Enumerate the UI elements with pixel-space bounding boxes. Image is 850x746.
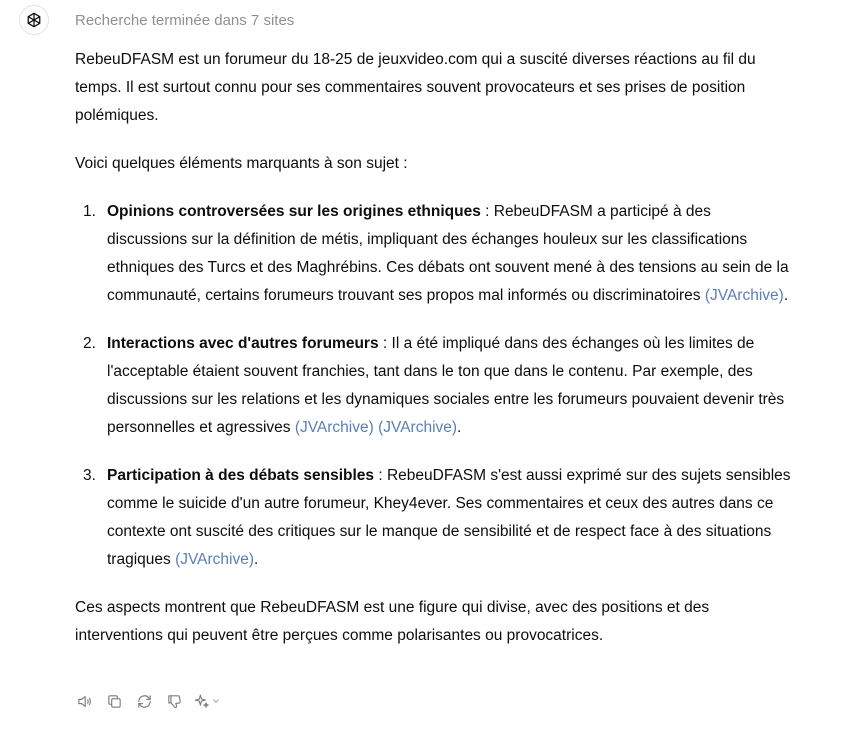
message-actions: [72, 689, 222, 713]
item-title: Interactions avec d'autres forumeurs: [107, 335, 379, 352]
source-link[interactable]: (JVArchive): [378, 419, 458, 436]
assistant-message: [75, 46, 795, 650]
source-link[interactable]: (JVArchive): [294, 419, 374, 436]
item-end: .: [457, 419, 462, 436]
item-text: : RebeuDFASM s'est aussi exprimé sur des sujets sensibles comme le suicide d'un autre forumeur, Khey4ever. Ses commentaires et ceux des autres dans ce contexte ont suscité des critiques sur le manque de sensibilité et de respect face à des situations tragiques: [107, 467, 791, 568]
source-link[interactable]: (JVArchive): [175, 551, 255, 568]
item-number: 2.: [83, 335, 96, 352]
item-end: .: [783, 287, 789, 304]
sparkle-model-icon: [194, 693, 211, 710]
copy-button[interactable]: [102, 689, 126, 713]
copy-icon: [106, 693, 123, 710]
intro-paragraph: RebeuDFASM est un forumeur du 18-25 de jeuxvideo.com qui a suscité diverses réactions au fil du temps. Il est surtout connu pour ses commentaires souvent provocateurs et ses prises de position polémiques.: [75, 51, 756, 124]
item-text: : Il a été impliqué dans des échanges où les limites de l'acceptable étaient souvent franchies, tant dans le ton que dans le contenu. Par exemple, des discussions sur les relations et les dynamiques sociales entre les forumeurs pouvaient devenir très personnelles et agressives: [107, 335, 785, 436]
search-status[interactable]: Recherche terminée dans 7 sites: [75, 12, 295, 29]
assistant-avatar: [19, 5, 49, 35]
thumbs-down-button[interactable]: [162, 689, 186, 713]
list-item: [75, 330, 795, 442]
read-aloud-button[interactable]: [72, 689, 96, 713]
item-end: .: [254, 551, 259, 568]
regenerate-button[interactable]: [132, 689, 156, 713]
openai-logo-icon: [24, 10, 44, 30]
chevron-down-icon: [211, 696, 221, 706]
item-number: 1.: [83, 203, 96, 220]
item-title: Participation à des débats sensibles: [107, 467, 375, 484]
list-item: [75, 462, 795, 574]
item-title: Opinions controversées sur les origines ethniques: [107, 203, 481, 220]
source-link[interactable]: (JVArchive): [704, 287, 784, 304]
list-item: [75, 198, 795, 310]
regenerate-icon: [136, 693, 153, 710]
switch-model-button[interactable]: [192, 689, 222, 713]
item-text: : RebeuDFASM a participé à des discussions sur la définition de métis, impliquant des échanges houleux sur les classifications ethniques des Turcs et des Maghrébins. Ces débats ont souvent mené à des tensions au sein de la communauté, certains forumeurs trouvant ses propos mal informés ou discriminatoires: [107, 203, 789, 304]
points-list: [75, 198, 795, 574]
item-number: 3.: [83, 467, 96, 484]
intro-lead: Voici quelques éléments marquants à son sujet :: [75, 155, 408, 172]
thumbs-down-icon: [166, 693, 183, 710]
conclusion-paragraph: Ces aspects montrent que RebeuDFASM est une figure qui divise, avec des positions et des interventions qui peuvent être perçues comme polarisantes ou provocatrices.: [75, 599, 710, 644]
speaker-icon: [76, 693, 93, 710]
